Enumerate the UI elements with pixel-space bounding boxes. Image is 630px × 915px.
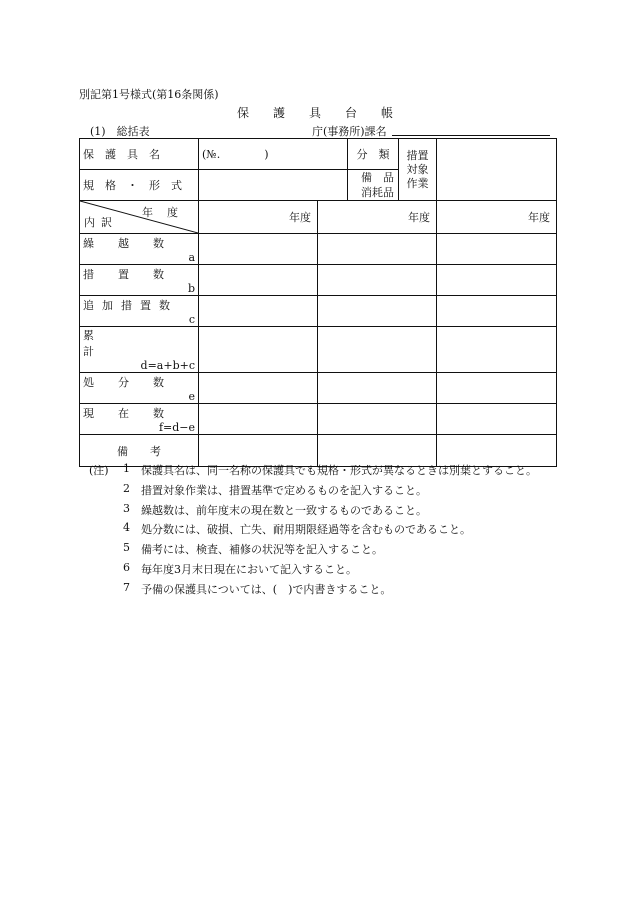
data-cell[interactable]	[318, 327, 437, 373]
data-cell[interactable]	[318, 265, 437, 296]
note-text: 毎年度3月末日現在において記入すること。	[141, 562, 357, 576]
data-cell[interactable]	[437, 404, 557, 435]
note-number: 4	[123, 521, 130, 535]
note-text: 予備の保護具については、( )で内書きすること。	[141, 582, 392, 596]
data-cell[interactable]	[318, 296, 437, 327]
dept-underline	[392, 135, 550, 136]
form-label: 別記第1号様式(第16条関係)	[79, 88, 219, 101]
note-text: 保護具名は、同一名称の保護具でも規格・形式が異なるときは別葉とすること。	[141, 464, 537, 477]
data-cell[interactable]	[437, 265, 557, 296]
row-label-carryover: 繰越数 a	[80, 234, 199, 265]
note-number: 2	[123, 481, 130, 495]
row-label-cumulative: 累計 d=a+b+c	[80, 327, 199, 373]
year-header-top: 年度	[142, 206, 192, 219]
note-text: 処分数には、破損、亡失、耐用期限経過等を含むものであること。	[141, 523, 471, 537]
note-number: 3	[123, 501, 130, 515]
note-item	[79, 521, 537, 541]
spec-field[interactable]	[199, 170, 348, 201]
note-text: 措置対象作業は、措置基準で定めるものを記入すること。	[141, 483, 427, 497]
ledger-table	[79, 138, 557, 467]
row-label-measures: 措置数 b	[80, 265, 199, 296]
data-cell[interactable]	[437, 296, 557, 327]
note-item	[79, 581, 537, 601]
note-item	[79, 561, 537, 581]
target-work-field[interactable]	[437, 139, 557, 201]
equipment-name-field[interactable]: (№. )	[199, 139, 348, 170]
data-cell[interactable]	[437, 327, 557, 373]
equipment-name-label: 保 護 具 名	[80, 139, 199, 170]
data-cell[interactable]	[318, 373, 437, 404]
row-label-additional: 追加措置数 c	[80, 296, 199, 327]
spec-label: 規 格 ・ 形 式	[80, 170, 199, 201]
row-label-disposal: 処分数 e	[80, 373, 199, 404]
note-item	[79, 482, 537, 502]
notes-prefix: (注)	[89, 464, 109, 477]
data-cell[interactable]	[437, 234, 557, 265]
note-text: 備考には、検査、補修の状況等を記入すること。	[141, 543, 383, 557]
remarks-label: 備 考	[80, 435, 199, 467]
note-item	[79, 541, 537, 561]
data-cell[interactable]	[199, 327, 318, 373]
page-title: 保護具台帳	[236, 106, 417, 120]
target-work-label: 措置 対象 作業	[399, 139, 437, 201]
notes-section	[79, 462, 537, 601]
year-col-1[interactable]: 年度	[199, 201, 318, 234]
classification-label: 分 類	[348, 139, 399, 170]
data-cell[interactable]	[199, 265, 318, 296]
note-number: 1	[123, 462, 130, 475]
category-fixture: 備 品	[361, 171, 394, 184]
data-cell[interactable]	[437, 373, 557, 404]
note-number: 6	[123, 560, 130, 574]
category-consumable: 消耗品	[361, 186, 394, 199]
summary-label: (1) 総括表	[90, 125, 150, 138]
note-number: 5	[123, 541, 130, 555]
note-number: 7	[123, 580, 130, 594]
category-cell	[348, 170, 399, 201]
year-col-2[interactable]: 年度	[318, 201, 437, 234]
data-cell[interactable]	[199, 234, 318, 265]
year-col-3[interactable]: 年度	[437, 201, 557, 234]
year-breakdown-header	[80, 201, 199, 234]
data-cell[interactable]	[318, 404, 437, 435]
data-cell[interactable]	[199, 404, 318, 435]
note-item	[79, 462, 537, 482]
data-cell[interactable]	[318, 234, 437, 265]
data-cell[interactable]	[199, 373, 318, 404]
data-cell[interactable]	[199, 296, 318, 327]
dept-label: 庁(事務所)課名	[312, 125, 387, 138]
row-label-current: 現在数 f=d−e	[80, 404, 199, 435]
note-text: 繰越数は、前年度末の現在数と一致するものであること。	[141, 503, 427, 517]
year-header-bottom: 内訳	[84, 216, 118, 229]
note-item	[79, 502, 537, 522]
